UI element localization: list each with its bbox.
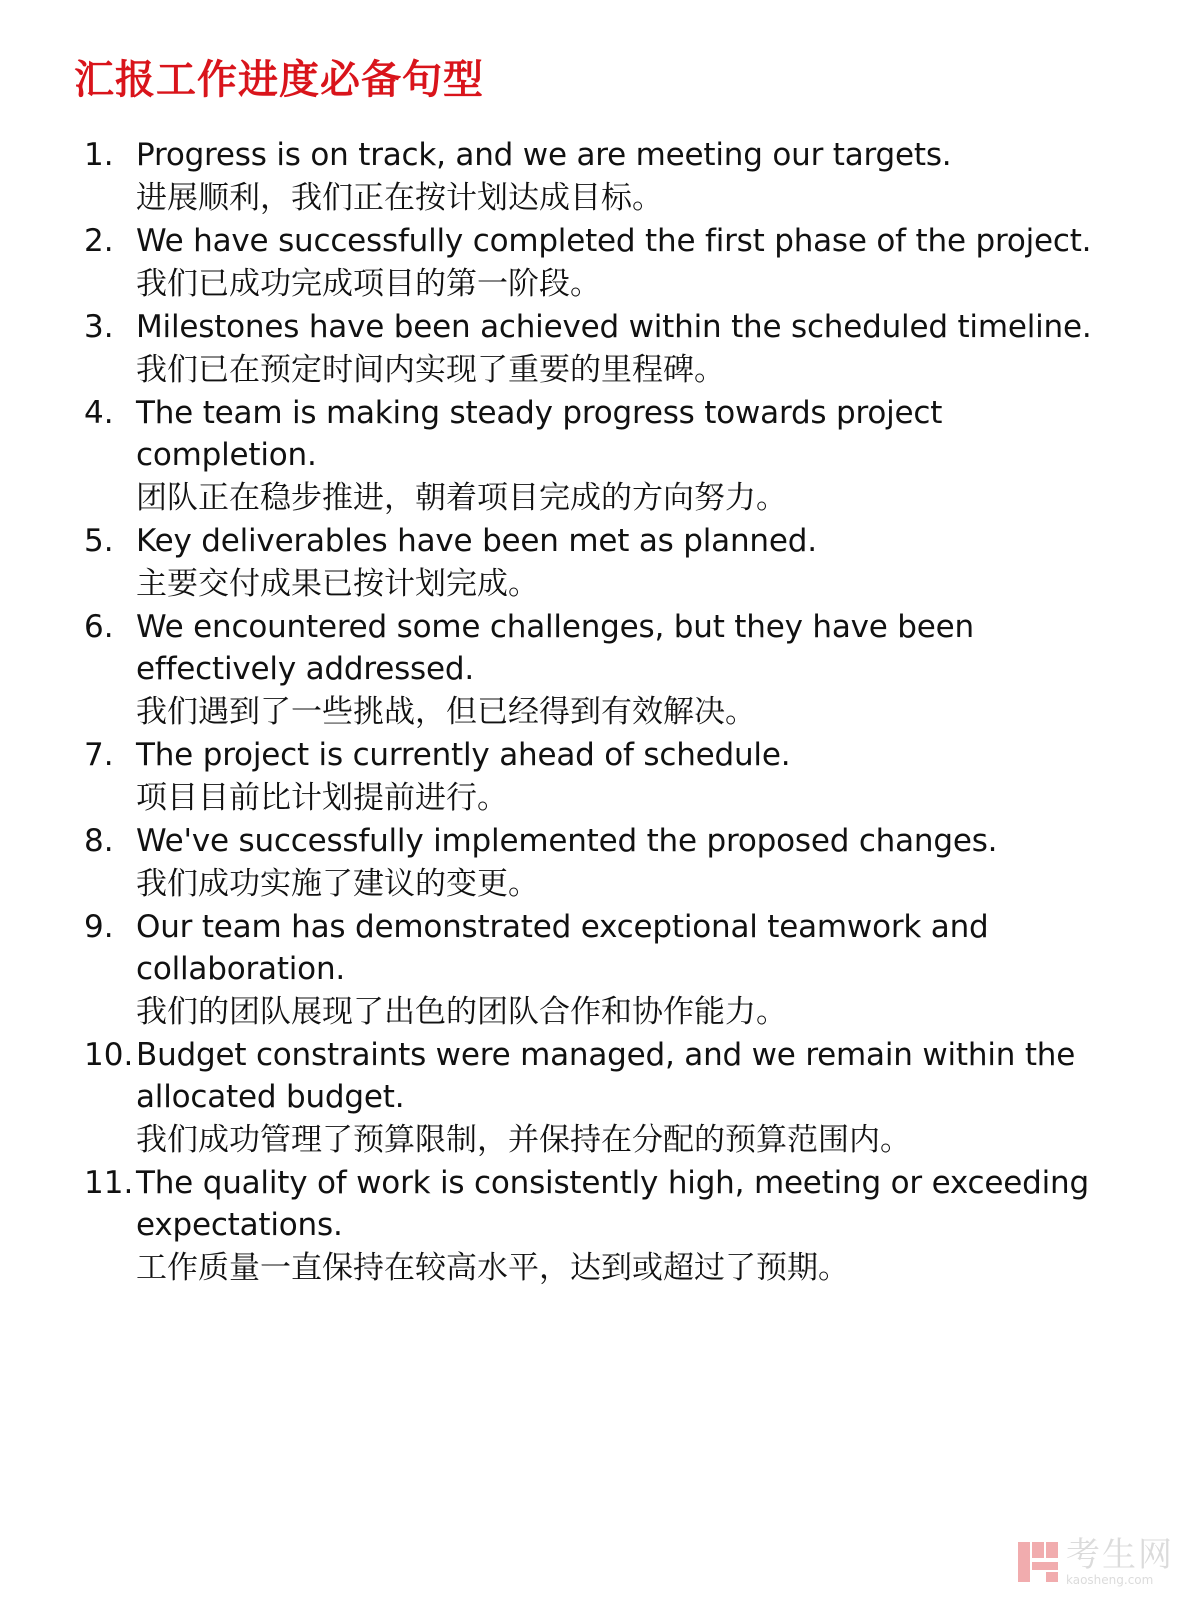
phrase-body bbox=[136, 820, 1124, 906]
phrase-english: Progress is on track, and we are meeting our targets. bbox=[136, 137, 952, 173]
page-title: 汇报工作进度必备句型 bbox=[74, 57, 484, 103]
phrase-english: We encountered some challenges, but they have been effectively addressed. bbox=[136, 609, 974, 687]
phrase-number: 11. bbox=[84, 1165, 134, 1201]
phrase-number: 1. bbox=[84, 137, 114, 173]
phrase-chinese: 我们已在预定时间内实现了重要的里程碑。 bbox=[136, 352, 725, 388]
phrase-item bbox=[84, 306, 1124, 392]
phrase-body bbox=[136, 1162, 1124, 1290]
phrase-item bbox=[84, 606, 1124, 734]
phrase-english: We have successfully completed the first phase of the project. bbox=[136, 223, 1092, 259]
phrase-item bbox=[84, 520, 1124, 606]
phrase-english: Key deliverables have been met as planned. bbox=[136, 523, 817, 559]
phrase-english: The project is currently ahead of schedule. bbox=[136, 737, 791, 773]
phrase-chinese: 我们遇到了一些挑战，但已经得到有效解决。 bbox=[136, 694, 756, 730]
phrase-body bbox=[136, 392, 1124, 520]
phrase-number: 10. bbox=[84, 1037, 134, 1073]
phrase-item bbox=[84, 734, 1124, 820]
phrase-english: The quality of work is consistently high, meeting or exceeding expectations. bbox=[136, 1165, 1089, 1243]
phrase-item bbox=[84, 906, 1124, 1034]
phrase-item bbox=[84, 220, 1124, 306]
watermark-domain: kaosheng.com bbox=[1066, 1573, 1154, 1587]
watermark bbox=[1016, 1535, 1174, 1587]
phrase-item bbox=[84, 134, 1124, 220]
phrase-body bbox=[136, 734, 1124, 820]
phrase-item bbox=[84, 820, 1124, 906]
phrase-chinese: 我们的团队展现了出色的团队合作和协作能力。 bbox=[136, 994, 787, 1030]
phrase-number: 6. bbox=[84, 609, 114, 645]
phrase-chinese: 进展顺利，我们正在按计划达成目标。 bbox=[136, 180, 663, 216]
watermark-text bbox=[1066, 1535, 1174, 1587]
watermark-logo-svg bbox=[1016, 1540, 1060, 1584]
phrase-chinese: 项目目前比计划提前进行。 bbox=[136, 780, 508, 816]
phrase-english: Milestones have been achieved within the scheduled timeline. bbox=[136, 309, 1092, 345]
phrase-chinese: 工作质量一直保持在较高水平，达到或超过了预期。 bbox=[136, 1250, 849, 1286]
phrase-number: 5. bbox=[84, 523, 114, 559]
phrase-number: 8. bbox=[84, 823, 114, 859]
phrase-body bbox=[136, 520, 1124, 606]
phrase-body bbox=[136, 306, 1124, 392]
phrase-list bbox=[84, 134, 1124, 1290]
phrase-body bbox=[136, 220, 1124, 306]
phrase-item bbox=[84, 392, 1124, 520]
phrase-number: 2. bbox=[84, 223, 114, 259]
phrase-chinese: 我们成功管理了预算限制，并保持在分配的预算范围内。 bbox=[136, 1122, 911, 1158]
phrase-chinese: 团队正在稳步推进，朝着项目完成的方向努力。 bbox=[136, 480, 787, 516]
phrase-number: 4. bbox=[84, 395, 114, 431]
phrase-number: 9. bbox=[84, 909, 114, 945]
phrase-body bbox=[136, 134, 1124, 220]
phrase-number: 3. bbox=[84, 309, 114, 345]
phrase-item bbox=[84, 1034, 1124, 1162]
phrase-body bbox=[136, 606, 1124, 734]
watermark-name: 考生网 bbox=[1066, 1535, 1174, 1575]
phrase-english: We've successfully implemented the proposed changes. bbox=[136, 823, 998, 859]
phrase-chinese: 我们已成功完成项目的第一阶段。 bbox=[136, 266, 601, 302]
phrase-chinese: 我们成功实施了建议的变更。 bbox=[136, 866, 539, 902]
phrase-body bbox=[136, 1034, 1124, 1162]
phrase-item bbox=[84, 1162, 1124, 1290]
phrase-chinese: 主要交付成果已按计划完成。 bbox=[136, 566, 539, 602]
phrase-english: The team is making steady progress towards project completion. bbox=[136, 395, 943, 473]
phrase-english: Our team has demonstrated exceptional teamwork and collaboration. bbox=[136, 909, 989, 987]
phrase-english: Budget constraints were managed, and we remain within the allocated budget. bbox=[136, 1037, 1076, 1115]
watermark-logo-icon bbox=[1016, 1540, 1060, 1584]
phrase-number: 7. bbox=[84, 737, 114, 773]
phrase-body bbox=[136, 906, 1124, 1034]
